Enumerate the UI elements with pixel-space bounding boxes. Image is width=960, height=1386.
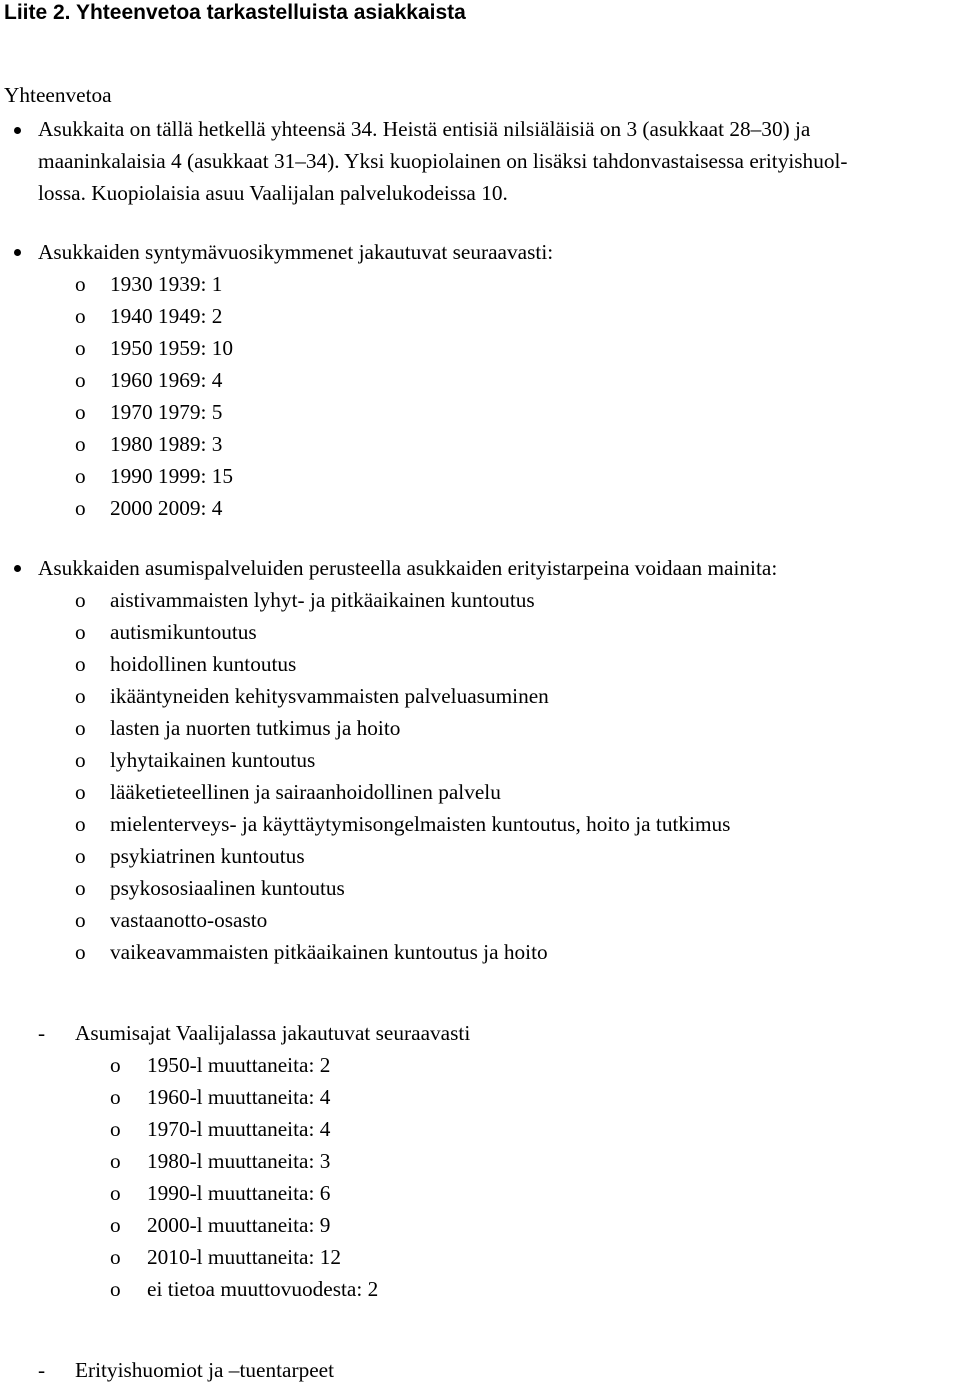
list-marker: o xyxy=(110,1053,121,1077)
dash-text: Asumisajat Vaalijalassa jakautuvat seuraavasti xyxy=(75,1021,471,1045)
dash-marker: - xyxy=(38,1358,46,1382)
bullet-marker xyxy=(14,127,21,134)
list-item-text: aistivammaisten lyhyt- ja pitkäaikainen kuntoutus xyxy=(110,588,535,612)
list-item-text: 1930 1939: 1 xyxy=(110,272,223,296)
list-marker: o xyxy=(75,844,86,868)
list-marker: o xyxy=(75,716,86,740)
list-marker: o xyxy=(75,684,86,708)
list-item-text: vaikeavammaisten pitkäaikainen kuntoutus ja hoito xyxy=(110,940,548,964)
list-marker: o xyxy=(110,1213,121,1237)
bullet-line: maaninkalaisia 4 (asukkaat 31–34). Yksi kuopiolainen on lisäksi tahdonvastaisessa erityishuol- xyxy=(38,149,848,173)
list-item-text: lääketieteellinen ja sairaanhoidollinen palvelu xyxy=(110,780,501,804)
list-marker: o xyxy=(75,908,86,932)
bullet-marker xyxy=(14,565,21,572)
list-item-text: 1980 1989: 3 xyxy=(110,432,223,456)
list-item-text: 1940 1949: 2 xyxy=(110,304,223,328)
list-marker: o xyxy=(110,1245,121,1269)
list-marker: o xyxy=(75,588,86,612)
list-item-text: 2000 2009: 4 xyxy=(110,496,223,520)
list-marker: o xyxy=(75,464,86,488)
list-item-text: ikääntyneiden kehitysvammaisten palveluasuminen xyxy=(110,684,549,708)
list-item-text: psykiatrinen kuntoutus xyxy=(110,844,305,868)
list-item-text: 1970 1979: 5 xyxy=(110,400,223,424)
list-item-text: lyhytaikainen kuntoutus xyxy=(110,748,316,772)
list-marker: o xyxy=(110,1181,121,1205)
page-title: Liite 2. Yhteenvetoa tarkastelluista asiakkaista xyxy=(4,1,466,24)
list-marker: o xyxy=(75,812,86,836)
list-item-text: autismikuntoutus xyxy=(110,620,257,644)
list-marker: o xyxy=(75,400,86,424)
list-marker: o xyxy=(75,620,86,644)
list-marker: o xyxy=(75,272,86,296)
list-item-text: 1990 1999: 15 xyxy=(110,464,234,488)
list-item-text: 1980-l muuttaneita: 3 xyxy=(147,1149,331,1173)
dash-marker: - xyxy=(38,1021,46,1045)
list-marker: o xyxy=(110,1277,121,1301)
list-marker: o xyxy=(110,1085,121,1109)
list-item-text: mielenterveys- ja käyttäytymisongelmaisten kuntoutus, hoito ja tutkimus xyxy=(110,812,731,836)
list-item-text: 2000-l muuttaneita: 9 xyxy=(147,1213,331,1237)
list-marker: o xyxy=(75,780,86,804)
list-item-text: 1950 1959: 10 xyxy=(110,336,234,360)
section-heading: Yhteenvetoa xyxy=(4,83,112,107)
bullet-text: Asukkaiden syntymävuosikymmenet jakautuvat seuraavasti: xyxy=(38,240,554,264)
list-marker: o xyxy=(75,496,86,520)
list-item-text: 1990-l muuttaneita: 6 xyxy=(147,1181,331,1205)
list-item-text: 2010-l muuttaneita: 12 xyxy=(147,1245,342,1269)
list-marker: o xyxy=(75,748,86,772)
list-item-text: lasten ja nuorten tutkimus ja hoito xyxy=(110,716,401,740)
list-item-text: hoidollinen kuntoutus xyxy=(110,652,297,676)
list-item-text: ei tietoa muuttovuodesta: 2 xyxy=(147,1277,379,1301)
bullet-line: Asukkaita on tällä hetkellä yhteensä 34. Heistä entisiä nilsiäläisiä on 3 (asukkaat 28–30) ja xyxy=(38,117,811,141)
list-marker: o xyxy=(75,368,86,392)
bullet-line: lossa. Kuopiolaisia asuu Vaalijalan palvelukodeissa 10. xyxy=(38,181,508,205)
list-marker: o xyxy=(75,652,86,676)
list-marker: o xyxy=(110,1117,121,1141)
list-item-text: 1970-l muuttaneita: 4 xyxy=(147,1117,331,1141)
list-marker: o xyxy=(75,940,86,964)
list-marker: o xyxy=(110,1149,121,1173)
bullet-text: Asukkaiden asumispalveluiden perusteella asukkaiden erityistarpeina voidaan mainita: xyxy=(38,556,778,580)
list-item-text: psykososiaalinen kuntoutus xyxy=(110,876,345,900)
dash-text: Erityishuomiot ja –tuentarpeet xyxy=(75,1358,335,1382)
list-marker: o xyxy=(75,876,86,900)
list-marker: o xyxy=(75,304,86,328)
list-item-text: 1960-l muuttaneita: 4 xyxy=(147,1085,331,1109)
list-marker: o xyxy=(75,432,86,456)
list-marker: o xyxy=(75,336,86,360)
list-item-text: 1950-l muuttaneita: 2 xyxy=(147,1053,331,1077)
list-item-text: vastaanotto-osasto xyxy=(110,908,268,932)
list-item-text: 1960 1969: 4 xyxy=(110,368,223,392)
bullet-marker xyxy=(14,249,21,256)
